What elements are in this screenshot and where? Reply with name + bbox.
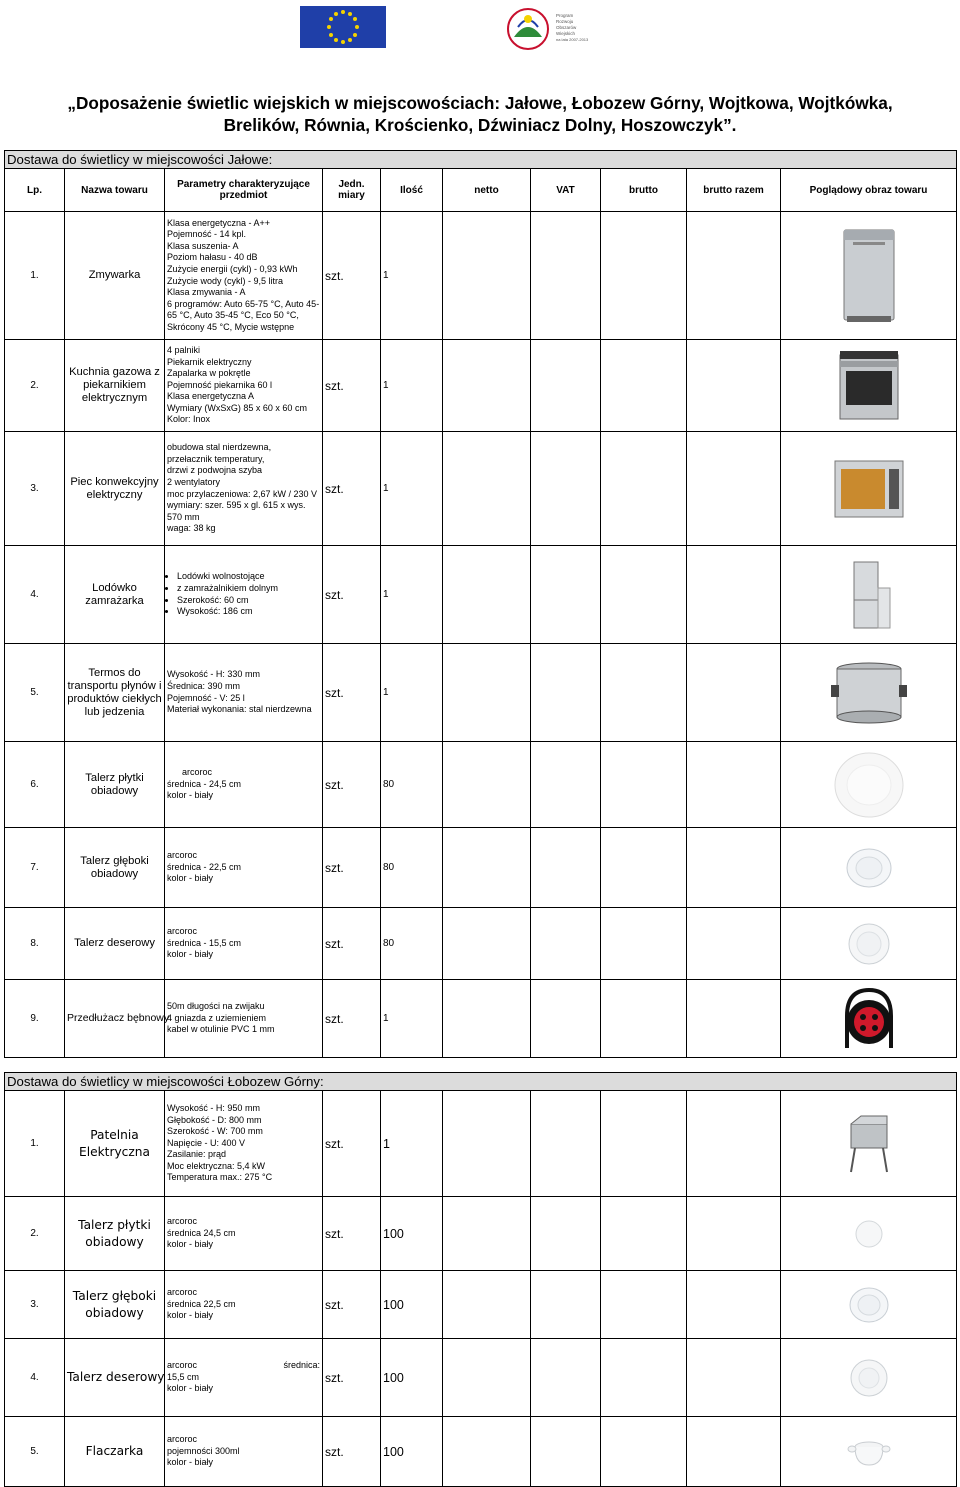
row-lp: 4. (5, 1339, 65, 1417)
row-vat (531, 212, 601, 340)
dessert-plate-icon (781, 908, 957, 980)
row-params: obudowa stal nierdzewna, przełacznik temperatury, drzwi z podwojna szyba 2 wentylatory moc przylaczeniowa: 2,67 kW / 230 V wymiary: szer. 595 x gl. 615 x wys. 570 mm waga: 38 kg (165, 432, 323, 546)
section-heading-lobozew: Dostawa do świetlicy w miejscowości Łobozew Górny: (5, 1073, 957, 1091)
row-qty: 100 (381, 1197, 443, 1271)
row-params: arcoroc średnica 24,5 cm kolor - biały (165, 1197, 323, 1271)
header-logos (0, 0, 960, 60)
col-netto: netto (443, 169, 531, 212)
row-unit: szt. (323, 828, 381, 908)
table-row (5, 828, 957, 908)
table-row (5, 1197, 957, 1271)
row-params: Klasa energetyczna - A++ Pojemność - 14 kpl. Klasa suszenia- A Poziom hałasu - 40 dB Zużycie energii (cykl) - 0,93 kWh Zużycie wody (cykl) - 9,5 litra Klasa zmywania - A 6 programów: Auto 65-75 °C, Auto 45- 65 °C, Auto 35-45 °C, Eco 50 °C, Skrócony 45 °C, Mycie wstępne (165, 212, 323, 340)
row-qty: 1 (381, 644, 443, 742)
items-table-lobozew (4, 1072, 957, 1487)
row-unit: szt. (323, 1271, 381, 1339)
row-lp: 9. (5, 980, 65, 1058)
row-name: Talerz deserowy (65, 908, 165, 980)
row-name: Termos do transportu płynów i produktów ciekłych lub jedzenia (65, 644, 165, 742)
eu-flag-icon (300, 6, 386, 48)
row-lp: 1. (5, 212, 65, 340)
row-params: • Lodówki wolnostojące • z zamrażalnikiem dolnym • Szerokość: 60 cm • Wysokość: 186 cm (165, 546, 323, 644)
row-lp: 3. (5, 1271, 65, 1339)
row-name: Flaczarka (65, 1417, 165, 1487)
row-unit: szt. (323, 1417, 381, 1487)
row-lp: 1. (5, 1091, 65, 1197)
row-qty: 1 (381, 212, 443, 340)
row-qty: 1 (381, 340, 443, 432)
table-row (5, 1091, 957, 1197)
row-lp: 5. (5, 644, 65, 742)
row-qty: 1 (381, 1091, 443, 1197)
col-preview: Poglądowy obraz towaru (781, 169, 957, 212)
row-qty: 1 (381, 546, 443, 644)
table-row (5, 1339, 957, 1417)
deep-plate-icon (781, 828, 957, 908)
row-name: Kuchnia gazowa z piekarnikiem elektrycznym (65, 340, 165, 432)
row-brutto (601, 212, 687, 340)
section-heading-jalowe: Dostawa do świetlicy w miejscowości Jałowe: (5, 151, 957, 169)
row-qty: 1 (381, 980, 443, 1058)
tilting-pan-icon (781, 1091, 957, 1197)
row-unit: szt. (323, 1091, 381, 1197)
row-lp: 2. (5, 1197, 65, 1271)
row-qty: 100 (381, 1417, 443, 1487)
gas-stove-icon (781, 340, 957, 432)
table-row (5, 908, 957, 980)
prow-logo-text-1: Program (556, 13, 574, 18)
row-name: Talerz głęboki obiadowy (65, 1271, 165, 1339)
row-unit: szt. (323, 546, 381, 644)
row-name: Talerz deserowy (65, 1339, 165, 1417)
row-lp: 3. (5, 432, 65, 546)
row-params: 50m długości na zwijaku 4 gniazda z uziemieniem kabel w otulinie PVC 1 mm (165, 980, 323, 1058)
col-brutto-razem: brutto razem (687, 169, 781, 212)
table-row (5, 742, 957, 828)
fridge-icon (781, 546, 957, 644)
table-header-row (5, 169, 957, 212)
row-unit: szt. (323, 908, 381, 980)
row-unit: szt. (323, 644, 381, 742)
row-unit: szt. (323, 212, 381, 340)
col-brutto: brutto (601, 169, 687, 212)
row-brutto-razem (687, 212, 781, 340)
row-lp: 7. (5, 828, 65, 908)
col-unit: Jedn. miary (323, 169, 381, 212)
col-qty: Ilość (381, 169, 443, 212)
items-table-jalowe (4, 150, 957, 1058)
row-qty: 1 (381, 432, 443, 546)
row-params: arcoroc średnica - 24,5 cm kolor - biały (165, 742, 323, 828)
row-qty: 80 (381, 908, 443, 980)
row-name: Piec konwekcyjny elektryczny (65, 432, 165, 546)
table-row (5, 644, 957, 742)
table-row (5, 546, 957, 644)
col-params: Parametry charakteryzujące przedmiot (165, 169, 323, 212)
table-row (5, 1271, 957, 1339)
row-unit: szt. (323, 340, 381, 432)
row-netto (443, 212, 531, 340)
document-title: „Doposażenie świetlic wiejskich w miejscowościach: Jałowe, Łobozew Górny, Wojtkowa, Wojtkówka, Brelików, Równia, Krościenko, Dźwiniacz Dolny, Hoszowczyk”. (67, 93, 893, 135)
row-qty: 80 (381, 742, 443, 828)
row-qty: 100 (381, 1271, 443, 1339)
row-name: Talerz głęboki obiadowy (65, 828, 165, 908)
row-params: 4 palniki Piekarnik elektryczny Zapalarka w pokrętle Pojemność piekarnika 60 l Klasa energetyczna A Wymiary (WxSxG) 85 x 60 x 60 cm Kolor: Inox (165, 340, 323, 432)
row-params: Wysokość - H: 950 mm Głębokość - D: 800 mm Szerokość - W: 700 mm Napięcie - U: 400 V Zasilanie: prąd Moc elektryczna: 5,4 kW Temperatura max.: 275 °C (165, 1091, 323, 1197)
col-vat: VAT (531, 169, 601, 212)
row-name: Przedłużacz bębnowy (65, 980, 165, 1058)
row-qty: 100 (381, 1339, 443, 1417)
row-name: Zmywarka (65, 212, 165, 340)
row-unit: szt. (323, 980, 381, 1058)
prow-logo-icon (500, 3, 610, 53)
row-lp: 8. (5, 908, 65, 980)
row-params: arcoroc średnica - 15,5 cm kolor - biały (165, 908, 323, 980)
deep-plate-icon (781, 1271, 957, 1339)
prow-logo-text-4: Wiejskich (556, 31, 576, 36)
row-unit: szt. (323, 1339, 381, 1417)
flat-plate-icon (781, 1197, 957, 1271)
dishwasher-icon (781, 212, 957, 340)
row-name: Patelnia Elektryczna (65, 1091, 165, 1197)
dessert-plate-icon (781, 1339, 957, 1417)
row-name: Lodówko zamrażarka (65, 546, 165, 644)
col-name: Nazwa towaru (65, 169, 165, 212)
row-name: Talerz płytki obiadowy (65, 742, 165, 828)
cable-reel-icon (781, 980, 957, 1058)
thermos-icon (781, 644, 957, 742)
row-unit: szt. (323, 1197, 381, 1271)
table-row (5, 980, 957, 1058)
row-params: arcoroc pojemności 300ml kolor - biały (165, 1417, 323, 1487)
prow-logo-text-2: Rozwoju (556, 19, 574, 24)
col-lp: Lp. (5, 169, 65, 212)
table-row (5, 212, 957, 340)
prow-logo-text-3: Obszarów (556, 25, 577, 30)
row-params: arcoroc średnica: 15,5 cm kolor - biały (165, 1339, 323, 1417)
flat-plate-icon (781, 742, 957, 828)
table-row (5, 340, 957, 432)
row-unit: szt. (323, 742, 381, 828)
row-params: arcoroc średnica 22,5 cm kolor - biały (165, 1271, 323, 1339)
row-unit: szt. (323, 432, 381, 546)
row-lp: 2. (5, 340, 65, 432)
row-name: Talerz płytki obiadowy (65, 1197, 165, 1271)
table-row (5, 432, 957, 546)
convection-oven-icon (781, 432, 957, 546)
row-lp: 6. (5, 742, 65, 828)
row-lp: 5. (5, 1417, 65, 1487)
soup-bowl-icon (781, 1417, 957, 1487)
prow-logo-text-5: na lata 2007-2013 (556, 37, 589, 42)
row-lp: 4. (5, 546, 65, 644)
row-params: arcoroc średnica - 22,5 cm kolor - biały (165, 828, 323, 908)
table-row (5, 1417, 957, 1487)
row-params: Wysokość - H: 330 mm Średnica: 390 mm Pojemność - V: 25 l Materiał wykonania: stal nierdzewna (165, 644, 323, 742)
row-qty: 80 (381, 828, 443, 908)
